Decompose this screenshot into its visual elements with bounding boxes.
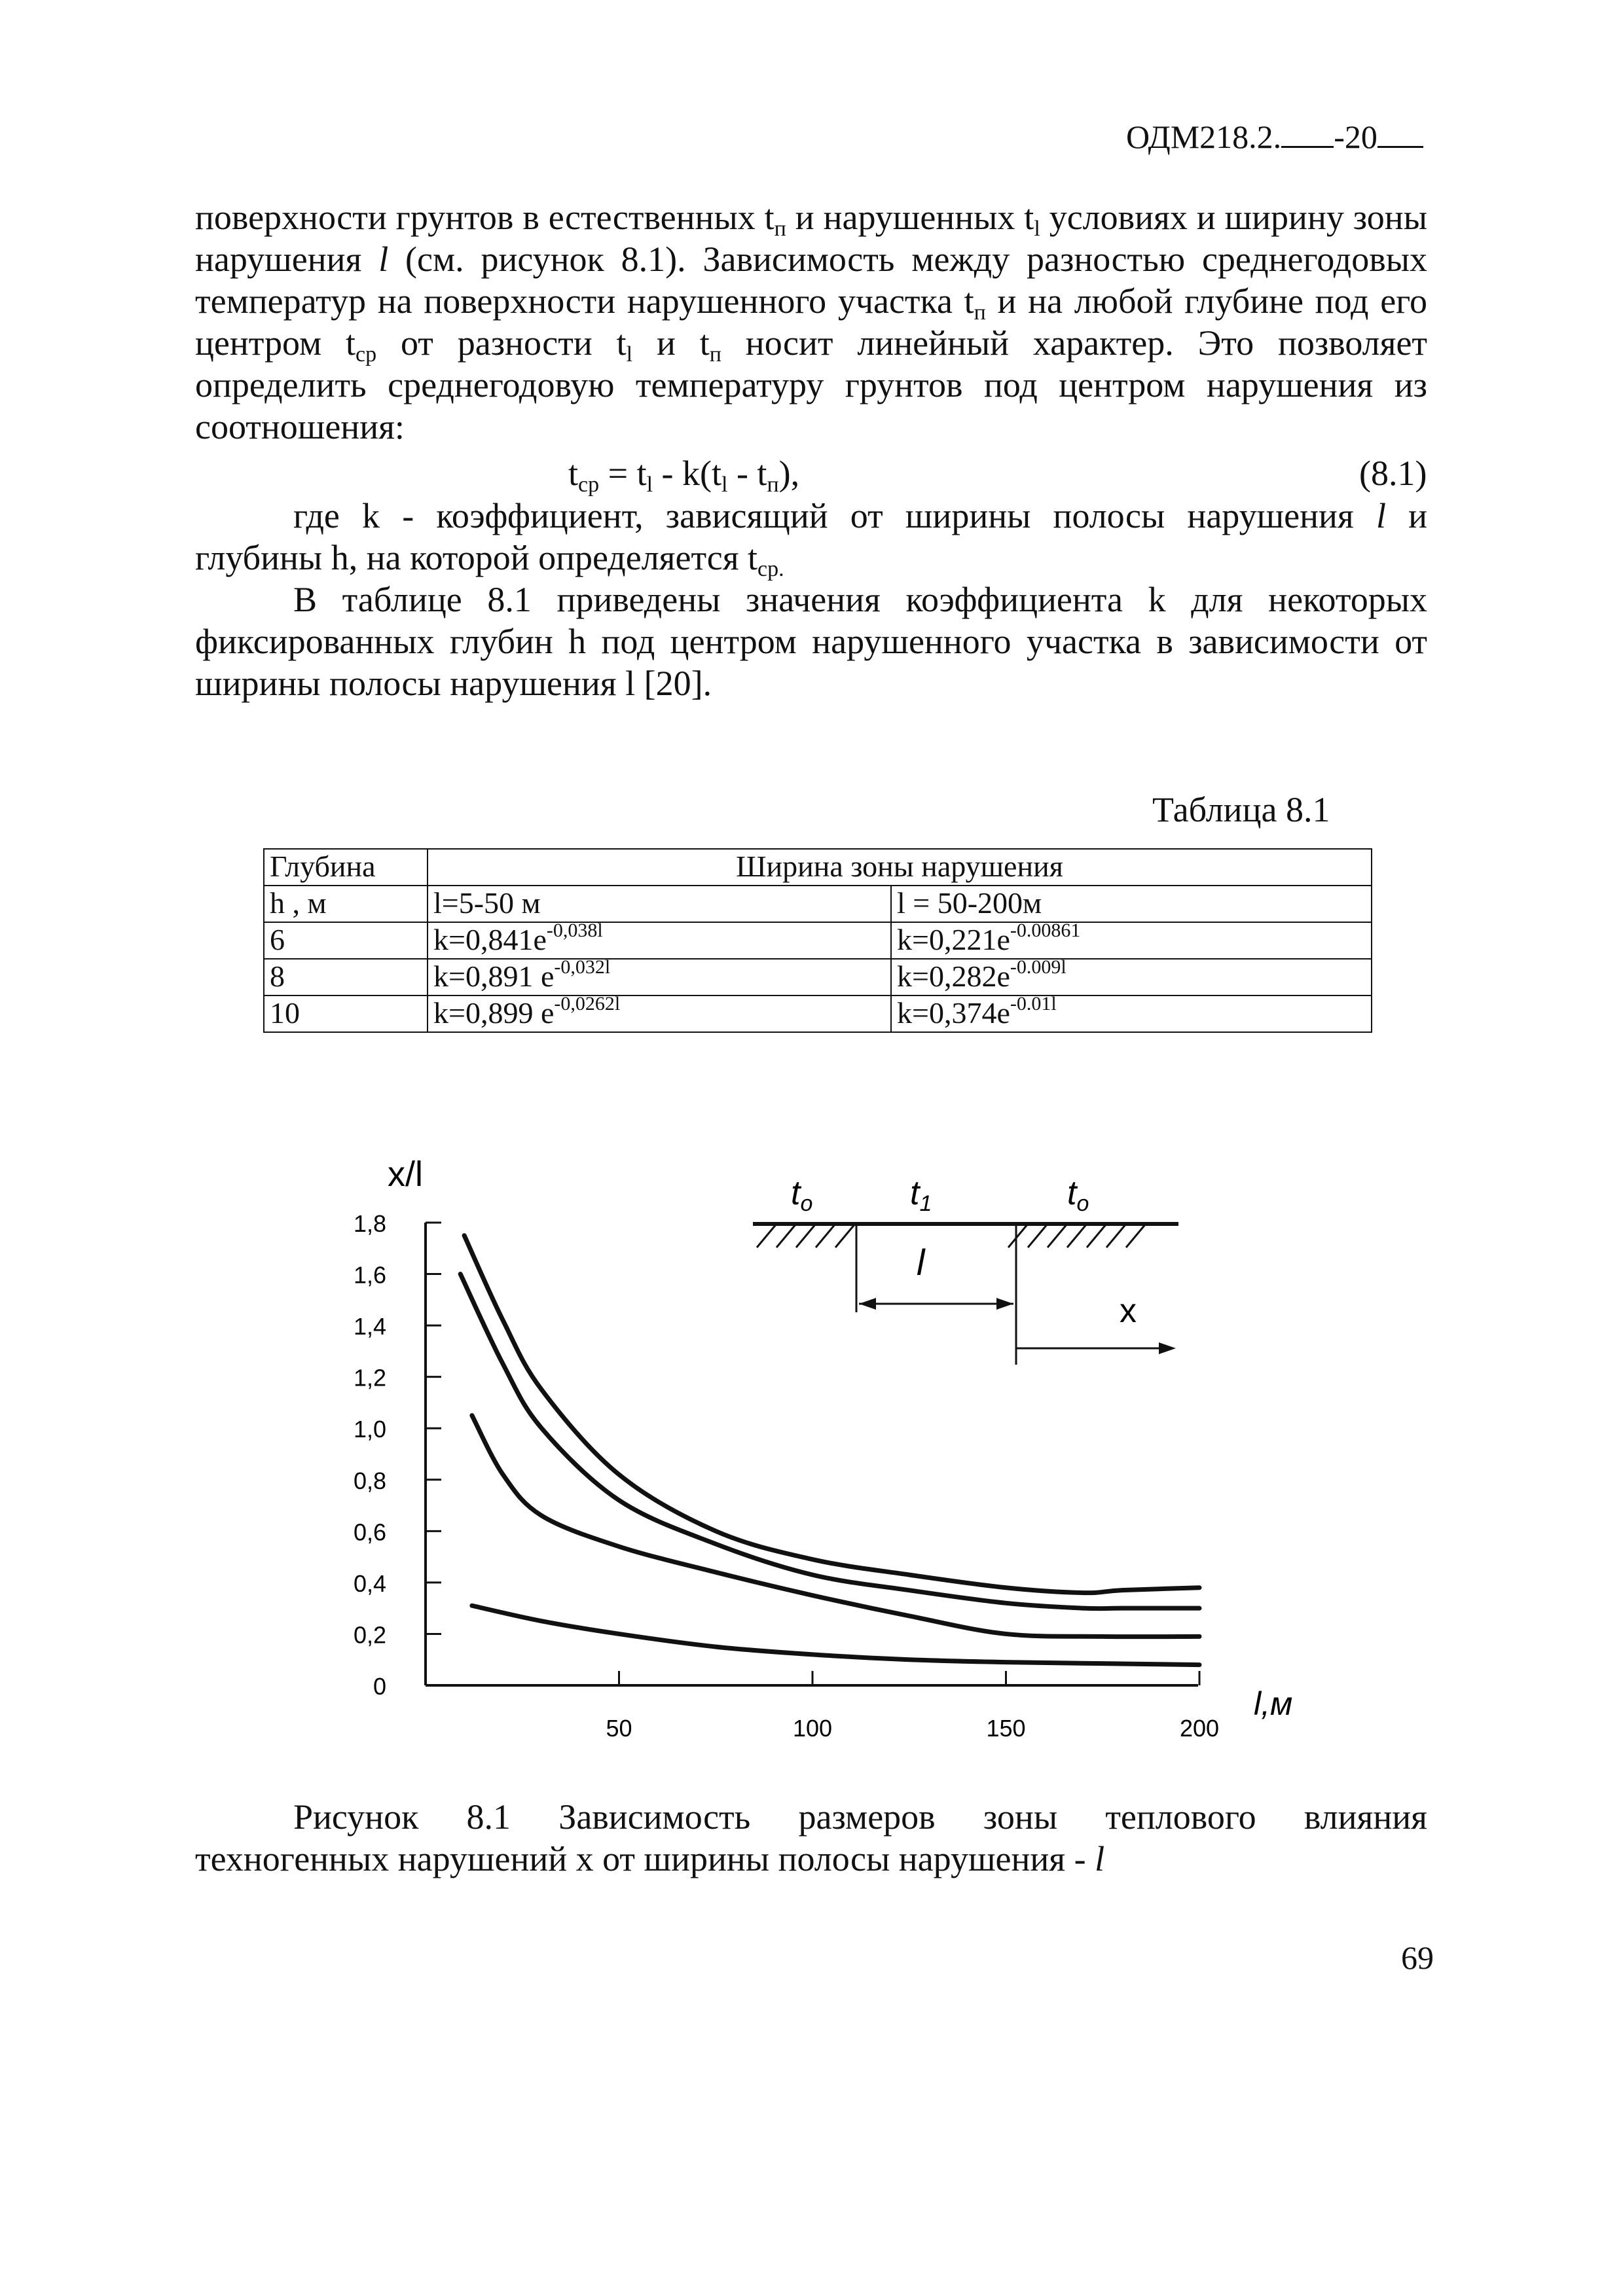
y-tick-label: 1,0 — [353, 1416, 386, 1443]
figure-caption — [195, 1796, 1427, 1880]
cell-coef-b: $k=0,282e^{-0.009l}$ — [891, 959, 1372, 996]
inset-t0-left: to — [791, 1174, 813, 1216]
table-row — [264, 959, 1372, 996]
series-line-curve-1 — [464, 1236, 1199, 1593]
y-tick-label: 1,2 — [353, 1364, 386, 1391]
figure-8-1-chart — [327, 1132, 1322, 1754]
x-arrow — [1159, 1342, 1176, 1354]
x-axis-title: l,м — [1254, 1685, 1293, 1722]
hatching-right — [1008, 1224, 1146, 1247]
table-row — [264, 996, 1372, 1032]
paragraph-2: где k - коэффициент, зависящий от ширины полосы нарушения l и глубины h, на которой определяется $t_{ср.}$ — [195, 496, 1428, 581]
cell-coef-a: k=0,891 $e^{-0,032l}$ — [428, 959, 891, 996]
x-ticks — [606, 1671, 1219, 1742]
caption-line-2: техногенных нарушений х от ширины полосы нарушения - l — [195, 1839, 1105, 1878]
header-code-suffix: -20 — [1334, 118, 1377, 155]
y-tick-label: 1,6 — [353, 1261, 386, 1289]
cell-coef-b: $k=0,221e^{-0.00861}$ — [891, 922, 1372, 959]
cell-depth: 10 — [264, 996, 428, 1032]
y-tick-label: 0,6 — [353, 1518, 386, 1546]
y-tick-label: 0,2 — [353, 1621, 386, 1649]
table-header-row — [264, 849, 1372, 886]
series-line-curve-2 — [460, 1274, 1199, 1609]
header-depth: Глубина — [264, 849, 428, 886]
y-axis-title: x/l — [388, 1155, 423, 1194]
series-group — [460, 1236, 1199, 1665]
y-tick-label: 0,4 — [353, 1570, 386, 1597]
paragraph-1: поверхности грунтов в естественных $t_п$ и нарушенных $t_l$ условиях и ширину зоны нарушения l (см. рисунок 8.1). Зависимость между разностью среднегодовых температур на поверхности нарушенного участка $t_п$ и на любой глубине под его центром $t_{ср}$ от разности $t_l$ и $t_п$ носит линейный характер. Это позволяет определить среднегодовую температуру грунтов под центром нарушения из соотношения: — [195, 198, 1428, 446]
cell-coef-a: $k=0,841e^{-0,038l}$ — [428, 922, 891, 959]
inset-diagram — [753, 1174, 1178, 1365]
inset-t1: t1 — [910, 1174, 932, 1216]
document-header — [1126, 118, 1423, 156]
cell-depth: 8 — [264, 959, 428, 996]
cell-coef-a: k=0,899 $e^{-0,0262l}$ — [428, 996, 891, 1032]
table-title: Таблица 8.1 — [1152, 790, 1330, 829]
paragraph-3: В таблице 8.1 приведены значения коэффициента k для некоторых фиксированных глубин h под центром нарушенного участка в зависимости от ширины полосы нарушения l [20]. — [195, 580, 1427, 703]
coefficient-table — [263, 848, 1372, 1033]
y-tick-label: 1,8 — [353, 1210, 386, 1237]
table-row — [264, 922, 1372, 959]
x-tick-label: 50 — [606, 1715, 632, 1742]
x-tick-label: 200 — [1179, 1715, 1220, 1742]
y-tick-label: 0,8 — [353, 1467, 386, 1494]
y-tick-label: 0 — [373, 1673, 386, 1700]
formula-8-1: $t_{ср} = t_l - k(t_l - t_п)$, — [568, 454, 800, 497]
y-ticks — [354, 1210, 441, 1700]
subheader-range-1: l=5-50 м — [428, 886, 891, 922]
inset-x-label: x — [1120, 1292, 1137, 1330]
cell-coef-b: $k=0,374e^{-0.01l}$ — [891, 996, 1372, 1032]
series-line-curve-3 — [472, 1416, 1199, 1637]
header-blank-2 — [1377, 120, 1423, 148]
table-subheader-row — [264, 886, 1372, 922]
header-width: Ширина зоны нарушения — [428, 849, 1372, 886]
header-code-prefix: ОДМ218.2. — [1126, 118, 1282, 155]
y-tick-label: 1,4 — [353, 1313, 386, 1340]
x-tick-label: 150 — [986, 1715, 1026, 1742]
header-depth-unit: h , м — [264, 886, 428, 922]
caption-line-1: Рисунок 8.1 Зависимость размеров зоны теплового влияния — [293, 1797, 1427, 1837]
inset-l-label: l — [917, 1242, 925, 1283]
formula-number: (8.1) — [1359, 454, 1427, 493]
cell-depth: 6 — [264, 922, 428, 959]
inset-t0-right: to — [1067, 1174, 1089, 1216]
hatching-left — [757, 1224, 855, 1247]
subheader-range-2: l = 50-200м — [891, 886, 1372, 922]
page-number: 69 — [1401, 1939, 1434, 1976]
x-tick-label: 100 — [792, 1715, 833, 1742]
width-arrow-right — [996, 1298, 1013, 1310]
width-arrow-left — [859, 1298, 876, 1310]
header-blank — [1281, 120, 1334, 148]
